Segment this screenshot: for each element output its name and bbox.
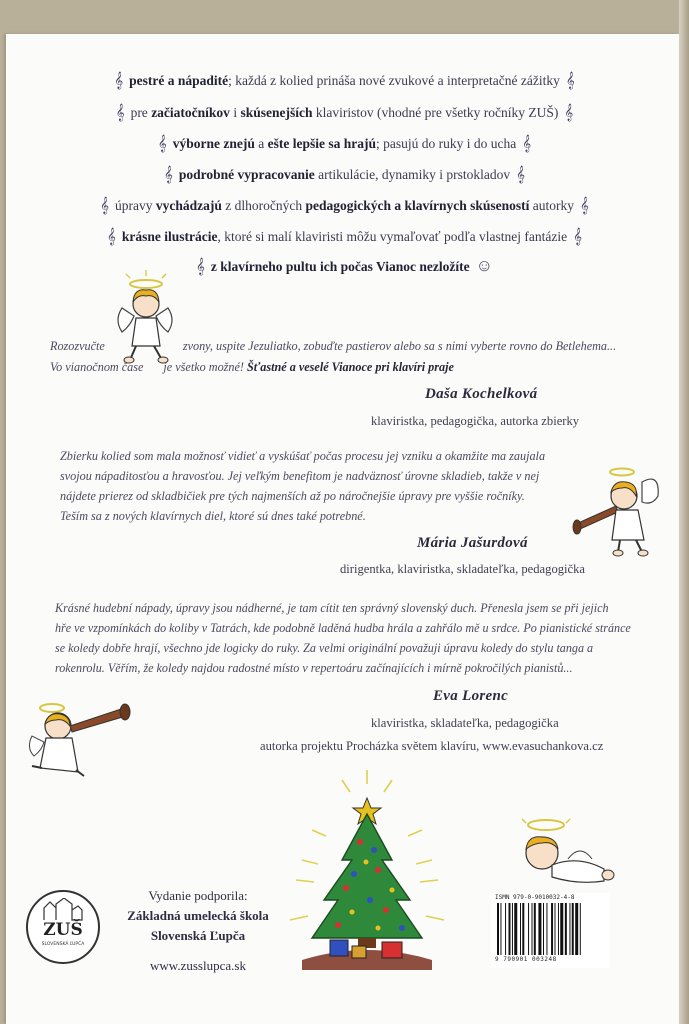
signature-maria-jasurdova: Mária Jašurdová: [417, 535, 528, 551]
bullet-7: 𝄞 z klavírneho pultu ich počas Vianoc nezložíte ☺: [196, 256, 493, 275]
treble-clef-icon: 𝄞: [516, 167, 525, 183]
barcode-bar: [572, 903, 574, 955]
page-edge-shadow: [679, 0, 689, 1024]
treble-clef-icon: 𝄞: [157, 136, 167, 152]
website-link[interactable]: www.zusslupca.sk: [150, 958, 246, 973]
barcode-bar: [514, 903, 517, 955]
angel-illustration-3: [26, 696, 132, 778]
barcode-bar: [532, 903, 533, 955]
bullet-6: 𝄞 krásne ilustrácie, ktoré si malí klaviristi môžu vymaľovať podľa vlastnej fantázie 𝄞: [106, 229, 583, 245]
treble-clef-icon: 𝄞: [164, 167, 173, 183]
barcode-bar: [509, 903, 511, 955]
treble-clef-icon: 𝄞: [114, 73, 124, 89]
angel-illustration-4: [508, 815, 616, 891]
treble-clef-icon: 𝄞: [115, 105, 125, 121]
barcode-bar: [512, 903, 513, 955]
castle-icon: [42, 898, 84, 922]
publisher-block: Vydanie podporila: Základná umelecká škola Slovenská Ľupča www.zusslupca.sk: [108, 886, 288, 976]
treble-clef-icon: 𝄞: [564, 105, 574, 121]
barcode-bar: [500, 903, 501, 955]
bullet-2: 𝄞 pre začiatočníkov i skúsenejších klaviristov (vhodné pre všetky ročníky ZUŠ) 𝄞: [115, 105, 574, 121]
greeting-line-2: Vo vianočnom čase je všetko možné! Šťastné a veselé Vianoce pri klavíri praje: [50, 360, 454, 374]
role-2: dirigentka, klaviristka, skladateľka, pedagogička: [340, 562, 586, 576]
bullet-1: 𝄞 pestré a nápadité; každá z kolied prináša nové zvukové a interpretačné zážitky 𝄞: [114, 73, 575, 89]
treble-clef-icon: 𝄞: [580, 198, 589, 214]
bullet-5: 𝄞 úpravy vychádzajú z dlhoročných pedagogických a klavírnych skúseností autorky 𝄞: [100, 198, 589, 214]
testimonial-2: Zbierku kolied som mala možnosť vidieť a vyskúšať počas procesu jej vzniku a okamžite ma zaujala svojou nápaditosťou a hravosťou. Jej veľkým benefitom je nadväznosť úrovne skladieb, takže v nej nájdete prierez od skladbičiek pre tých najmenších až po náročnejšie úpravy pre vyššie ročníky. Teším sa z nových klavírnych diel, ktoré sú dnes také potrebné.: [60, 449, 546, 523]
christmas-tree-illustration: [282, 770, 452, 970]
role-3a: klaviristka, skladateľka, pedagogička: [371, 716, 559, 730]
barcode-bar: [538, 903, 541, 955]
barcode-bar: [551, 903, 553, 955]
zus-logo: ZUŠ SLOVENSKÁ ĽUPČA: [26, 890, 100, 964]
treble-clef-icon: 𝄞: [106, 229, 116, 245]
treble-clef-icon: 𝄞: [100, 198, 109, 214]
treble-clef-icon: 𝄞: [565, 73, 575, 89]
treble-clef-icon: 𝄞: [522, 136, 532, 152]
role-1: klaviristka, pedagogička, autorka zbierky: [371, 414, 580, 428]
bullet-4: 𝄞 podrobné vypracovanie artikulácie, dynamiky i prstokladov 𝄞: [164, 167, 525, 183]
barcode-bar: [575, 903, 578, 955]
barcode-bar: [555, 903, 556, 955]
treble-clef-icon: 𝄞: [573, 229, 583, 245]
barcode-bar: [505, 903, 506, 955]
greeting-line-1: Rozozvučte zvony, uspite Jezuliatko, zobuďte pastierov alebo sa s nimi vyberte rovno do Betlehema...: [50, 339, 617, 353]
barcode-bar: [580, 903, 581, 955]
barcode-bar: [546, 903, 547, 955]
barcode-bar: [543, 903, 544, 955]
signature-dasa-kochelkova: Daša Kochelková: [425, 386, 538, 402]
barcode-bar: [520, 903, 521, 955]
barcode-bar: [560, 903, 563, 955]
barcode-bar: [497, 903, 499, 955]
signature-eva-lorenc: Eva Lorenc: [433, 688, 509, 704]
role-3b: autorka projektu Procházka světem klavíru, www.evasuchankova.cz: [260, 739, 604, 753]
smiley-icon: ☺: [475, 256, 493, 275]
barcode-bar: [522, 903, 524, 955]
testimonial-3: Krásné hudební nápady, úpravy jsou nádherné, je tam cítit ten správný slovenský duch. Přenesla jsem se při jejich hře ve vzpomínkách do koliby v Tatrách, kde podobně laděná hudba hrála a zahřálo mě u srdce. Po pianistické stránce se koledy dobře hrají, všechno jde logicky do ruky. Za velmi originální považuji úpravu koledy do stylu tanga a rokenrolu. Věřím, že koledy najdou radostné místo v repertoáru začínajících i mírně pokročilých pianistů...: [55, 601, 631, 675]
barcode-bar: [569, 903, 570, 955]
treble-clef-icon: 𝄞: [196, 259, 205, 275]
barcode-bar: [534, 903, 536, 955]
barcode-bar: [558, 903, 559, 955]
bullet-3: 𝄞 výborne znejú a ešte lepšie sa hrajú; pasujú do ruky i do ucha 𝄞: [157, 136, 532, 152]
barcode: ISMN 979-0-9010032-4-8 9 790901 003248: [491, 893, 610, 968]
angel-illustration-2: [572, 462, 662, 558]
barcode-bar: [565, 903, 567, 955]
barcode-bar: [528, 903, 529, 955]
barcode-bars: [497, 903, 605, 955]
